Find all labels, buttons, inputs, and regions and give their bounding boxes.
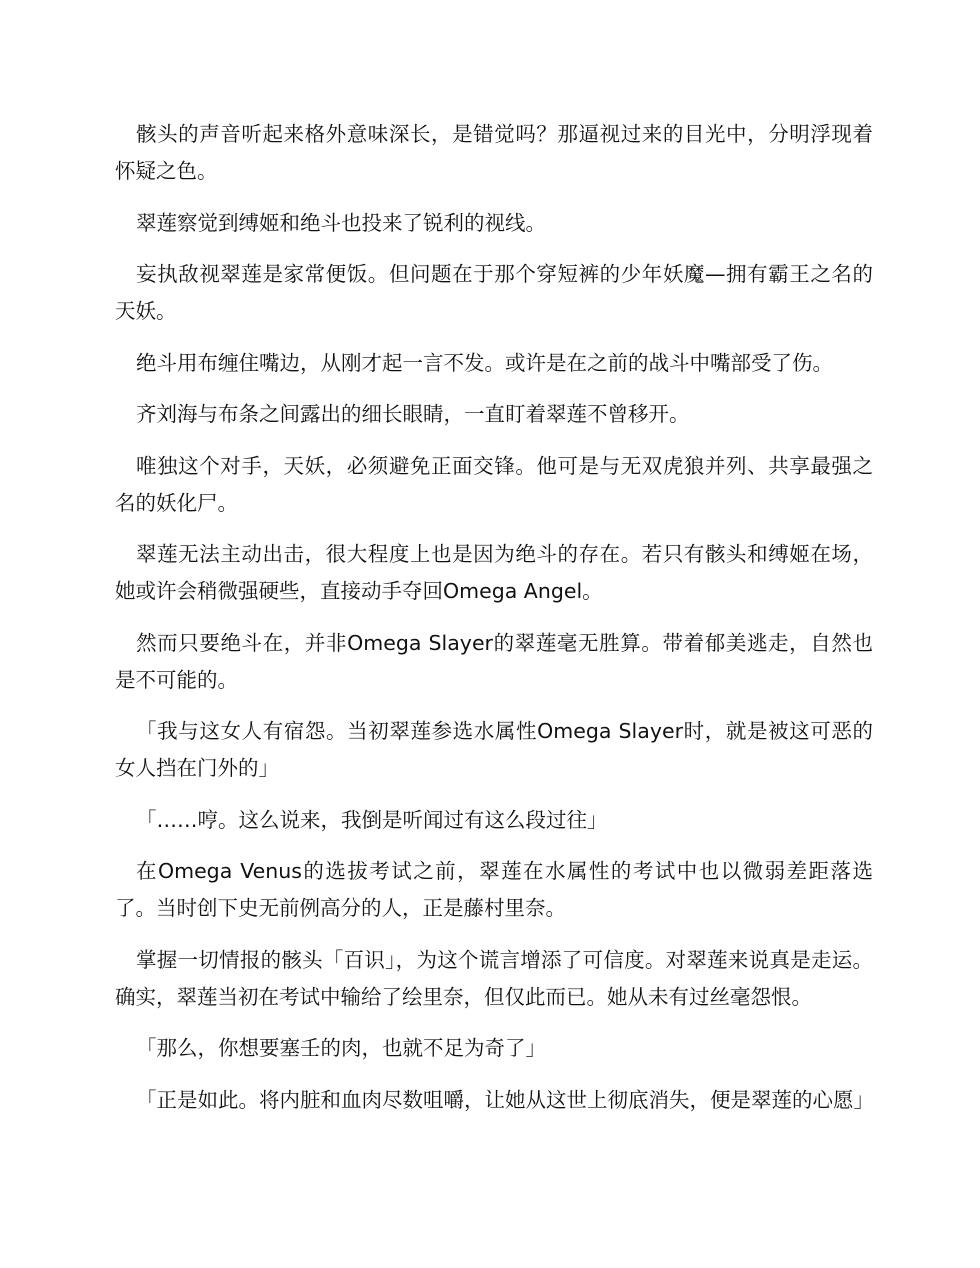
dialogue-paragraph: 「我与这女人有宿怨。当初翠莲参选水属性Omega Slayer时，就是被这可恶的女人挡在门外的」 [115, 719, 873, 780]
paragraph: 掌握一切情报的骸头「百识」，为这个谎言增添了可信度。对翠莲来说真是走运。确实，翠莲当初在考试中输给了绘里奈，但仅此而已。她从未有过丝毫怨恨。 [115, 947, 873, 1009]
paragraph: 绝斗用布缠住嘴边，从刚才起一言不发。或许是在之前的战斗中嘴部受了伤。 [136, 350, 833, 375]
paragraph: 翠莲察觉到缚姬和绝斗也投来了锐利的视线。 [136, 210, 546, 235]
paragraph: 骸头的声音听起来格外意味深长，是错觉吗？那逼视过来的目光中，分明浮现着怀疑之色。 [115, 122, 873, 183]
dialogue-paragraph: 「……哼。这么说来，我倒是听闻过有这么段过往」 [136, 807, 608, 832]
paragraph: 齐刘海与布条之间露出的细长眼睛，一直盯着翠莲不曾移开。 [136, 402, 690, 426]
dialogue-paragraph: 「那么，你想要塞壬的肉，也就不足为奇了」 [136, 1036, 546, 1060]
novel-text-body [115, 116, 873, 1133]
paragraph: 妄执敌视翠莲是家常便饭。但问题在于那个穿短裤的少年妖魔—拥有霸王之名的天妖。 [115, 262, 873, 323]
dialogue-paragraph: 「正是如此。将内脏和血肉尽数咀嚼，让她从这世上彻底消失，便是翠莲的心愿」 [136, 1087, 874, 1112]
paragraph: 在Omega Venus的选拔考试之前，翠莲在水属性的考试中也以微弱差距落选了。当时创下史无前例高分的人，正是藤村里奈。 [115, 859, 873, 920]
paragraph: 翠莲无法主动出击，很大程度上也是因为绝斗的存在。若只有骸头和缚姬在场，她或许会稍微强硬些，直接动手夺回Omega Angel。 [115, 542, 873, 603]
paragraph: 唯独这个对手，天妖，必须避免正面交锋。他可是与无双虎狼并列、共享最强之名的妖化尸。 [115, 453, 873, 515]
paragraph: 然而只要绝斗在，并非Omega Slayer的翠莲毫无胜算。带着郁美逃走，自然也是不可能的。 [115, 630, 873, 692]
